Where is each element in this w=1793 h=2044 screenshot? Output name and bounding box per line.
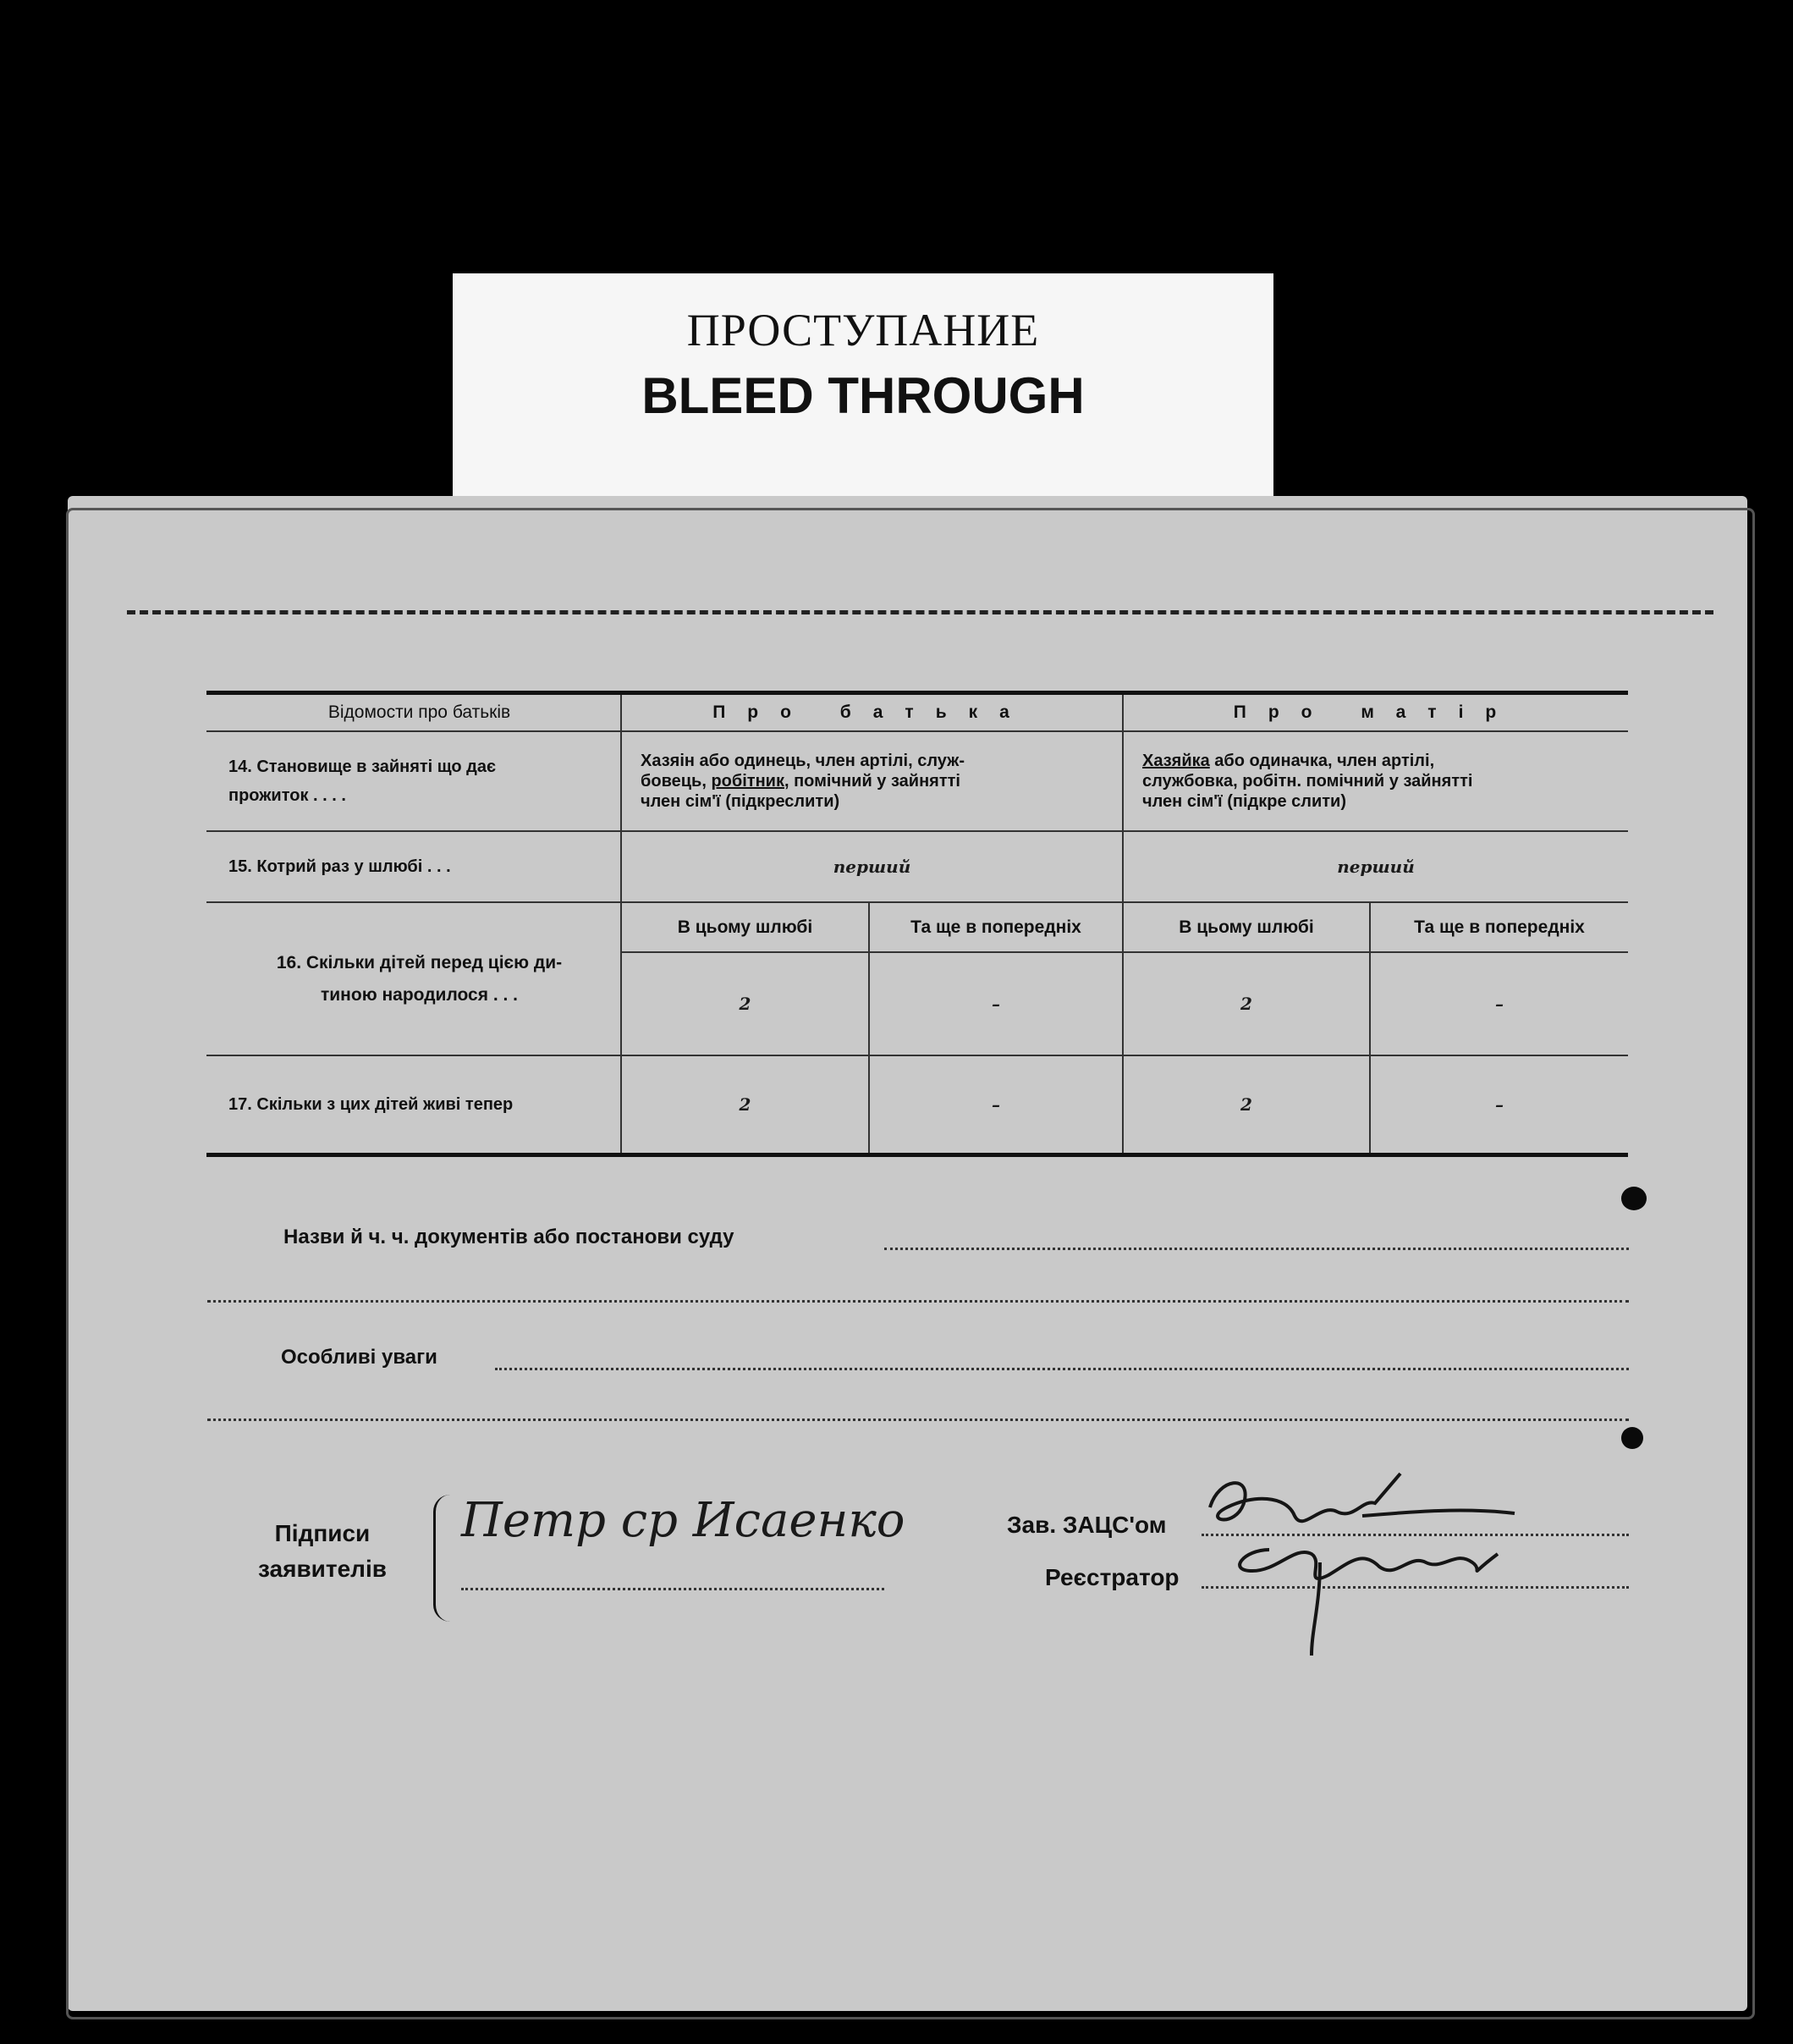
registrar-label: Реєстратор bbox=[1045, 1564, 1180, 1590]
official-signatures-scrawl bbox=[1193, 1469, 1548, 1664]
mother-marriage-number: перший bbox=[1123, 831, 1628, 902]
header-mother: Про матір bbox=[1123, 693, 1628, 732]
subheader-mother-prev: Та ще в попередніх bbox=[1370, 902, 1628, 952]
ink-blot bbox=[1621, 1427, 1643, 1449]
row16-label-line2: тиною народилося . . . bbox=[320, 984, 518, 1005]
row-children-alive bbox=[206, 1055, 1628, 1155]
documents-dotted-line bbox=[884, 1248, 1629, 1250]
row15-label: 15. Котрий раз у шлюбі . . . bbox=[206, 831, 621, 902]
row17-label: 17. Скільки з цих дітей живі тепер bbox=[206, 1055, 621, 1155]
father-occupation: Хазяін або одинець, член артілі, служ- бовець, робітник, помічний у зайнятті член сім'ї (підкреслити) bbox=[621, 731, 1123, 831]
mother-children-born-this: 2 bbox=[1123, 952, 1370, 1055]
row16-label-line1: 16. Скільки дітей перед цією ди- bbox=[276, 952, 563, 972]
applicant-signature: Петр ср Исаенко bbox=[461, 1493, 905, 1548]
father-children-born-this: 2 bbox=[621, 952, 869, 1055]
label-english: BLEED THROUGH bbox=[641, 367, 1085, 424]
table-header-row bbox=[206, 693, 1628, 732]
applicants-signature-label: Підписи заявителів bbox=[258, 1520, 387, 1582]
parents-info-table bbox=[206, 691, 1628, 1157]
mother-occupation: Хазяйка або одиначка, член артілі, службовка, робітн. помічний у зайнятті член сім'ї (підкре слити) bbox=[1123, 731, 1628, 831]
header-parents-info: Відомости про батьків bbox=[206, 693, 621, 732]
documents-dotted-line-2 bbox=[207, 1300, 1629, 1303]
documents-label: Назви й ч. ч. документів або постанови суду bbox=[283, 1226, 734, 1248]
mother-children-alive-prev: – bbox=[1370, 1055, 1628, 1155]
notes-label: Особливі уваги bbox=[281, 1346, 437, 1369]
applicant-signature-dotted-line bbox=[461, 1588, 884, 1590]
mother-children-alive-this: 2 bbox=[1123, 1055, 1370, 1155]
ink-blot bbox=[1621, 1187, 1647, 1210]
row14-label-line2: прожиток . . . . bbox=[228, 786, 346, 805]
notes-dotted-line bbox=[495, 1368, 1629, 1370]
mother-occupation-underlined: Хазяйка bbox=[1142, 752, 1210, 770]
document-page bbox=[68, 496, 1747, 2011]
notes-dotted-line-2 bbox=[207, 1419, 1629, 1421]
label-russian: ПРОСТУПАНИЕ bbox=[686, 305, 1040, 355]
father-occupation-underlined: робітник bbox=[711, 772, 784, 791]
perforation-line bbox=[127, 610, 1713, 614]
mother-children-born-prev: – bbox=[1370, 952, 1628, 1055]
father-children-alive-this: 2 bbox=[621, 1055, 869, 1155]
row-occupation bbox=[206, 731, 1628, 831]
father-marriage-number: перший bbox=[621, 831, 1123, 902]
father-children-alive-prev: – bbox=[869, 1055, 1123, 1155]
row-marriage-number bbox=[206, 831, 1628, 902]
father-children-born-prev: – bbox=[869, 952, 1123, 1055]
signature-brace bbox=[433, 1495, 454, 1622]
children-subheader-row bbox=[206, 902, 1628, 952]
row14-label-line1: 14. Становище в зайняті що дає bbox=[228, 758, 497, 776]
subheader-father-prev: Та ще в попередніх bbox=[869, 902, 1123, 952]
subheader-father-this: В цьому шлюбі bbox=[621, 902, 869, 952]
header-father: Про батька bbox=[621, 693, 1123, 732]
head-zags-label: Зав. ЗАЦС'ом bbox=[1007, 1512, 1167, 1538]
subheader-mother-this: В цьому шлюбі bbox=[1123, 902, 1370, 952]
archive-label-card bbox=[453, 273, 1273, 500]
